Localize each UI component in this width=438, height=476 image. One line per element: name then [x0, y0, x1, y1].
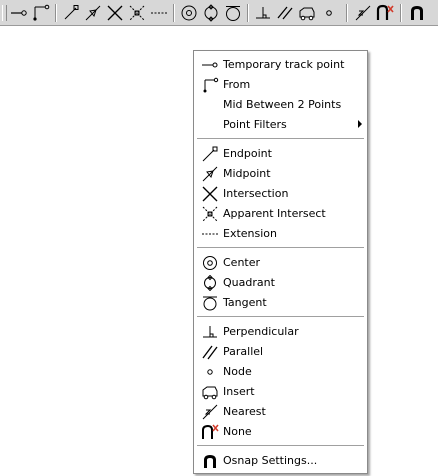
menu-item-temporary-track-point[interactable]: [194, 55, 367, 75]
perpendicular-icon: [254, 4, 272, 22]
quadrant-icon: [202, 4, 220, 22]
menu-item-label: Tangent: [223, 296, 267, 309]
toolbar-separator: [55, 4, 57, 22]
midpoint-icon: [199, 164, 221, 184]
apparent-intersect-icon: [128, 4, 146, 22]
extension-icon: [150, 4, 168, 22]
menu-item-label: Temporary track point: [223, 58, 345, 71]
center-icon: [199, 253, 221, 273]
toolbar-button-node[interactable]: [318, 2, 339, 23]
menu-item-extension[interactable]: [194, 224, 367, 244]
tangent-icon: [224, 4, 242, 22]
submenu-arrow-icon: [358, 120, 362, 128]
nearest-icon: [199, 402, 221, 422]
menu-item-nearest[interactable]: [194, 402, 367, 422]
menu-separator: [197, 247, 364, 248]
none-icon: [199, 422, 221, 442]
toolbar-button-none[interactable]: [374, 2, 395, 23]
menu-item-apparent-intersect[interactable]: [194, 204, 367, 224]
toolbar-grip[interactable]: [2, 5, 7, 21]
extension-icon: [199, 224, 221, 244]
toolbar-button-insert[interactable]: [296, 2, 317, 23]
toolbar-button-perpendicular[interactable]: [252, 2, 273, 23]
menu-separator: [197, 138, 364, 139]
intersection-icon: [199, 184, 221, 204]
menu-item-none[interactable]: [194, 422, 367, 442]
intersection-icon: [106, 4, 124, 22]
menu-item-label: Perpendicular: [223, 325, 299, 338]
menu-item-from[interactable]: [194, 75, 367, 95]
menu-item-label: Osnap Settings...: [223, 454, 318, 467]
parallel-icon: [199, 342, 221, 362]
menu-item-label: None: [223, 425, 252, 438]
midpoint-icon: [84, 4, 102, 22]
toolbar-button-apparent-intersect[interactable]: [126, 2, 147, 23]
menu-item-label: From: [223, 78, 251, 91]
toolbar-separator: [346, 4, 348, 22]
quadrant-icon: [199, 273, 221, 293]
menu-item-midpoint[interactable]: [194, 164, 367, 184]
temporary-track-point-icon: [10, 4, 28, 22]
insert-icon: [298, 4, 316, 22]
menu-item-label: Quadrant: [223, 276, 275, 289]
menu-item-quadrant[interactable]: [194, 273, 367, 293]
toolbar-separator: [247, 4, 249, 22]
menu-item-label: Endpoint: [223, 147, 272, 160]
osnap-settings-icon: [408, 4, 426, 22]
toolbar-button-nearest[interactable]: [352, 2, 373, 23]
menu-item-label: Mid Between 2 Points: [223, 98, 342, 111]
menu-item-label: Center: [223, 256, 261, 269]
tangent-icon: [199, 293, 221, 313]
toolbar-button-extension[interactable]: [148, 2, 169, 23]
menu-item-node[interactable]: [194, 362, 367, 382]
object-snap-toolbar: [0, 0, 438, 26]
menu-separator: [197, 445, 364, 446]
menu-item-label: Apparent Intersect: [223, 207, 326, 220]
toolbar-separator: [400, 4, 402, 22]
toolbar-button-intersection[interactable]: [104, 2, 125, 23]
menu-item-insert[interactable]: [194, 382, 367, 402]
toolbar-button-midpoint[interactable]: [82, 2, 103, 23]
toolbar-button-quadrant[interactable]: [200, 2, 221, 23]
menu-item-label: Extension: [223, 227, 278, 240]
apparent-intersect-icon: [199, 204, 221, 224]
menu-item-osnap-settings[interactable]: [194, 451, 367, 471]
endpoint-icon: [62, 4, 80, 22]
menu-item-mid-between-2-points[interactable]: [194, 95, 367, 115]
menu-item-label: Point Filters: [223, 118, 287, 131]
node-icon: [199, 362, 221, 382]
object-snap-menu: [193, 50, 368, 474]
menu-item-label: Nearest: [223, 405, 266, 418]
temporary-track-point-icon: [199, 55, 221, 75]
menu-item-center[interactable]: [194, 253, 367, 273]
endpoint-icon: [199, 144, 221, 164]
menu-separator: [197, 316, 364, 317]
toolbar-button-osnap-settings[interactable]: [406, 2, 427, 23]
toolbar-button-center[interactable]: [178, 2, 199, 23]
menu-item-label: Insert: [223, 385, 255, 398]
menu-item-label: Intersection: [223, 187, 289, 200]
nearest-icon: [354, 4, 372, 22]
menu-item-tangent[interactable]: [194, 293, 367, 313]
center-icon: [180, 4, 198, 22]
menu-item-endpoint[interactable]: [194, 144, 367, 164]
from-icon: [199, 75, 221, 95]
menu-item-perpendicular[interactable]: [194, 322, 367, 342]
toolbar-button-temporary-track-point[interactable]: [8, 2, 29, 23]
toolbar-button-parallel[interactable]: [274, 2, 295, 23]
toolbar-button-endpoint[interactable]: [60, 2, 81, 23]
menu-item-label: Parallel: [223, 345, 264, 358]
menu-item-label: Midpoint: [223, 167, 271, 180]
node-icon: [320, 4, 338, 22]
toolbar-button-from[interactable]: [30, 2, 51, 23]
from-icon: [32, 4, 50, 22]
perpendicular-icon: [199, 322, 221, 342]
menu-item-point-filters[interactable]: [194, 115, 367, 135]
menu-item-intersection[interactable]: [194, 184, 367, 204]
menu-item-parallel[interactable]: [194, 342, 367, 362]
menu-item-label: Node: [223, 365, 252, 378]
parallel-icon: [276, 4, 294, 22]
toolbar-button-tangent[interactable]: [222, 2, 243, 23]
insert-icon: [199, 382, 221, 402]
none-icon: [376, 4, 394, 22]
toolbar-separator: [173, 4, 175, 22]
osnap-settings-icon: [199, 451, 221, 471]
